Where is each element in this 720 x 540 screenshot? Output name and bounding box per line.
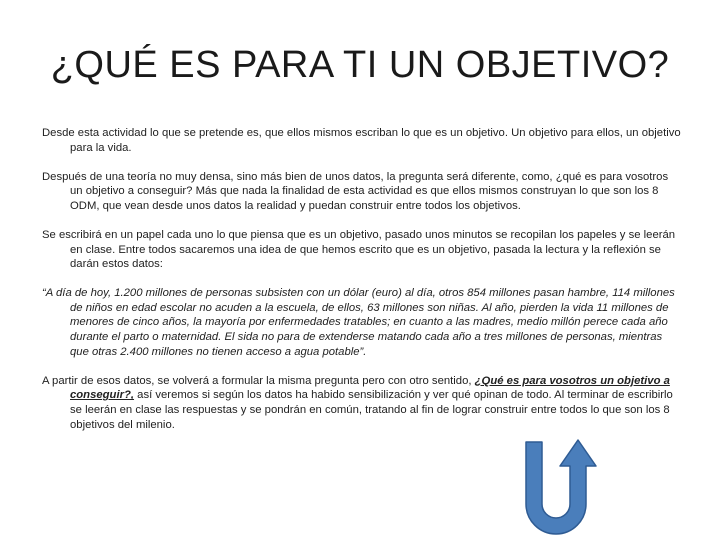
paragraph-activity: Se escribirá en un papel cada uno lo que piensa que es un objetivo, pasado unos minutos se recopilan los papeles y se leerán en clase. Entre todos sacaremos una idea de que hemos escrito que es un objetivo, pasada la lectura y la reflexión se darán estos datos: [42, 228, 676, 271]
slide-body [42, 126, 682, 447]
slide-title: ¿QUÉ ES PARA TI UN OBJETIVO? [50, 44, 670, 86]
paragraph-theory: Después de una teoría no muy densa, sino más bien de unos datos, la pregunta será diferente, como, ¿qué es para vosotros un objetivo a conseguir? Más que nada la finalidad de esta actividad es que ellos mismos construyan lo que son los 8 ODM, que vean desde unos datos la realidad y puedan construir entre todos los objetivos. [42, 170, 669, 212]
u-turn-arrow-icon [522, 438, 598, 538]
conclusion-question: ¿Qué es para vosotros un objetivo a conseguir?, [70, 374, 670, 402]
u-turn-arrow-shape [526, 440, 596, 534]
conclusion-text-end: así veremos si según los datos ha habido sensibilización y ver qué opinan de todo. Al terminar de escribirlo se leerán en clase las respuestas y se pondrán en común, tratando al fin de lograr construir entre todos lo que son los 8 objetivos del milenio. [70, 389, 673, 431]
conclusion-text-start: A partir de esos datos, se volverá a formular la misma pregunta pero con otro sentido, [42, 374, 475, 387]
paragraph-conclusion [42, 374, 682, 432]
paragraph-quote-data: “A día de hoy, 1.200 millones de personas subsisten con un dólar (euro) al día, otros 854 millones pasan hambre, 114 millones de niños en edad escolar no acuden a la escuela, de ellos, 63 millones son niñas. Al año, pierden la vida 11 millones de menores de cinco años, la mayoría por enfermedades tratables; en cuanto a las madres, medio millón perece cada año durante el parto o maternidad. El sida no para de extenderse matando cada año a tres millones de personas, mientras que otras 2.400 millones no tienen acceso a agua potable”. [42, 287, 675, 358]
paragraph-intro: Desde esta actividad lo que se pretende es, que ellos mismos escriban lo que es un objetivo. Un objetivo para ellos, un objetivo para la vida. [42, 127, 681, 154]
